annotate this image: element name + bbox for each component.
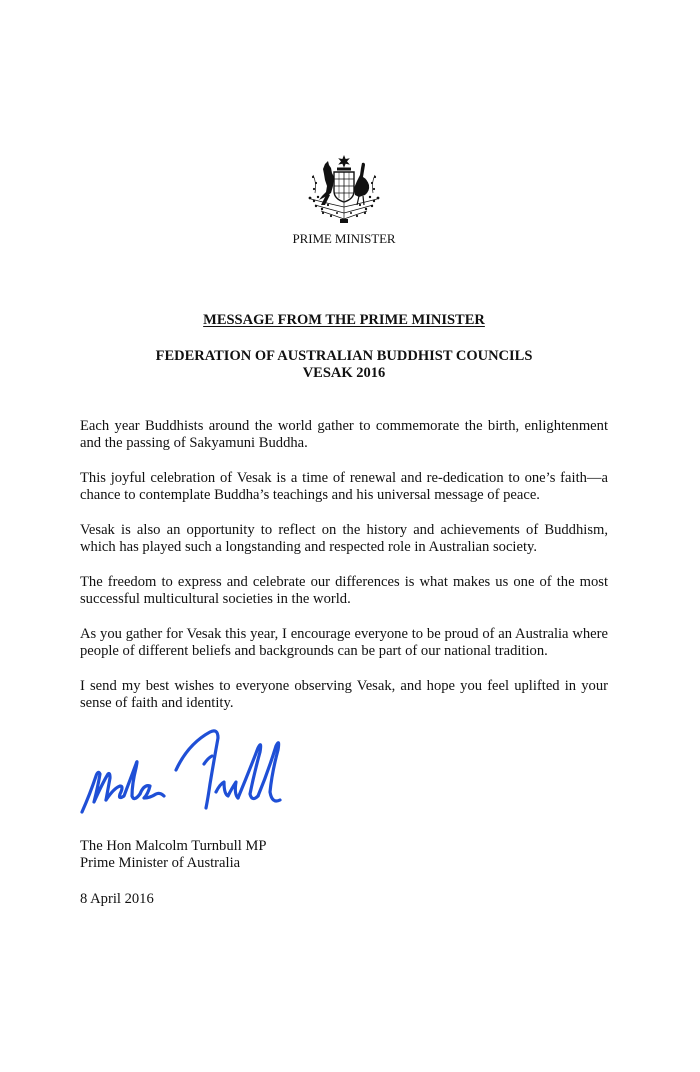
office-label: PRIME MINISTER — [292, 231, 396, 246]
body-paragraph: Vesak is also an opportunity to reflect on the history and achievements of Buddhism, which has played such a longstanding and respected role in Australian society. — [80, 522, 608, 555]
signoff — [80, 838, 267, 872]
body-paragraph: As you gather for Vesak this year, I encourage everyone to be proud of an Australia where people of different beliefs and backgrounds can be part of our national tradition. — [80, 626, 608, 659]
body-paragraph: I send my best wishes to everyone observing Vesak, and hope you feel uplifted in your sense of faith and identity. — [80, 678, 608, 711]
body-paragraph: The freedom to express and celebrate our differences is what makes us one of the most successful multicultural societies in the world. — [80, 574, 608, 607]
signatory-name: The Hon Malcolm Turnbull MP — [80, 838, 267, 854]
page-title: MESSAGE FROM THE PRIME MINISTER — [203, 312, 485, 328]
subtitle — [0, 348, 688, 382]
body-paragraph: This joyful celebration of Vesak is a time of renewal and re-dedication to one’s faith—a chance to contemplate Buddha’s teachings and his universal message of peace. — [80, 470, 608, 503]
signatory-position: Prime Minister of Australia — [80, 855, 241, 871]
body-paragraph: Each year Buddhists around the world gather to commemorate the birth, enlightenment and the passing of Sakyamuni Buddha. — [80, 418, 608, 451]
message-body — [80, 418, 608, 730]
handwritten-signature-icon — [78, 724, 293, 824]
subtitle-event: VESAK 2016 — [302, 365, 386, 381]
letter-date: 8 April 2016 — [80, 891, 154, 907]
australian-coat-of-arms-icon — [301, 153, 387, 227]
subtitle-organisation: FEDERATION OF AUSTRALIAN BUDDHIST COUNCILS — [155, 348, 533, 364]
